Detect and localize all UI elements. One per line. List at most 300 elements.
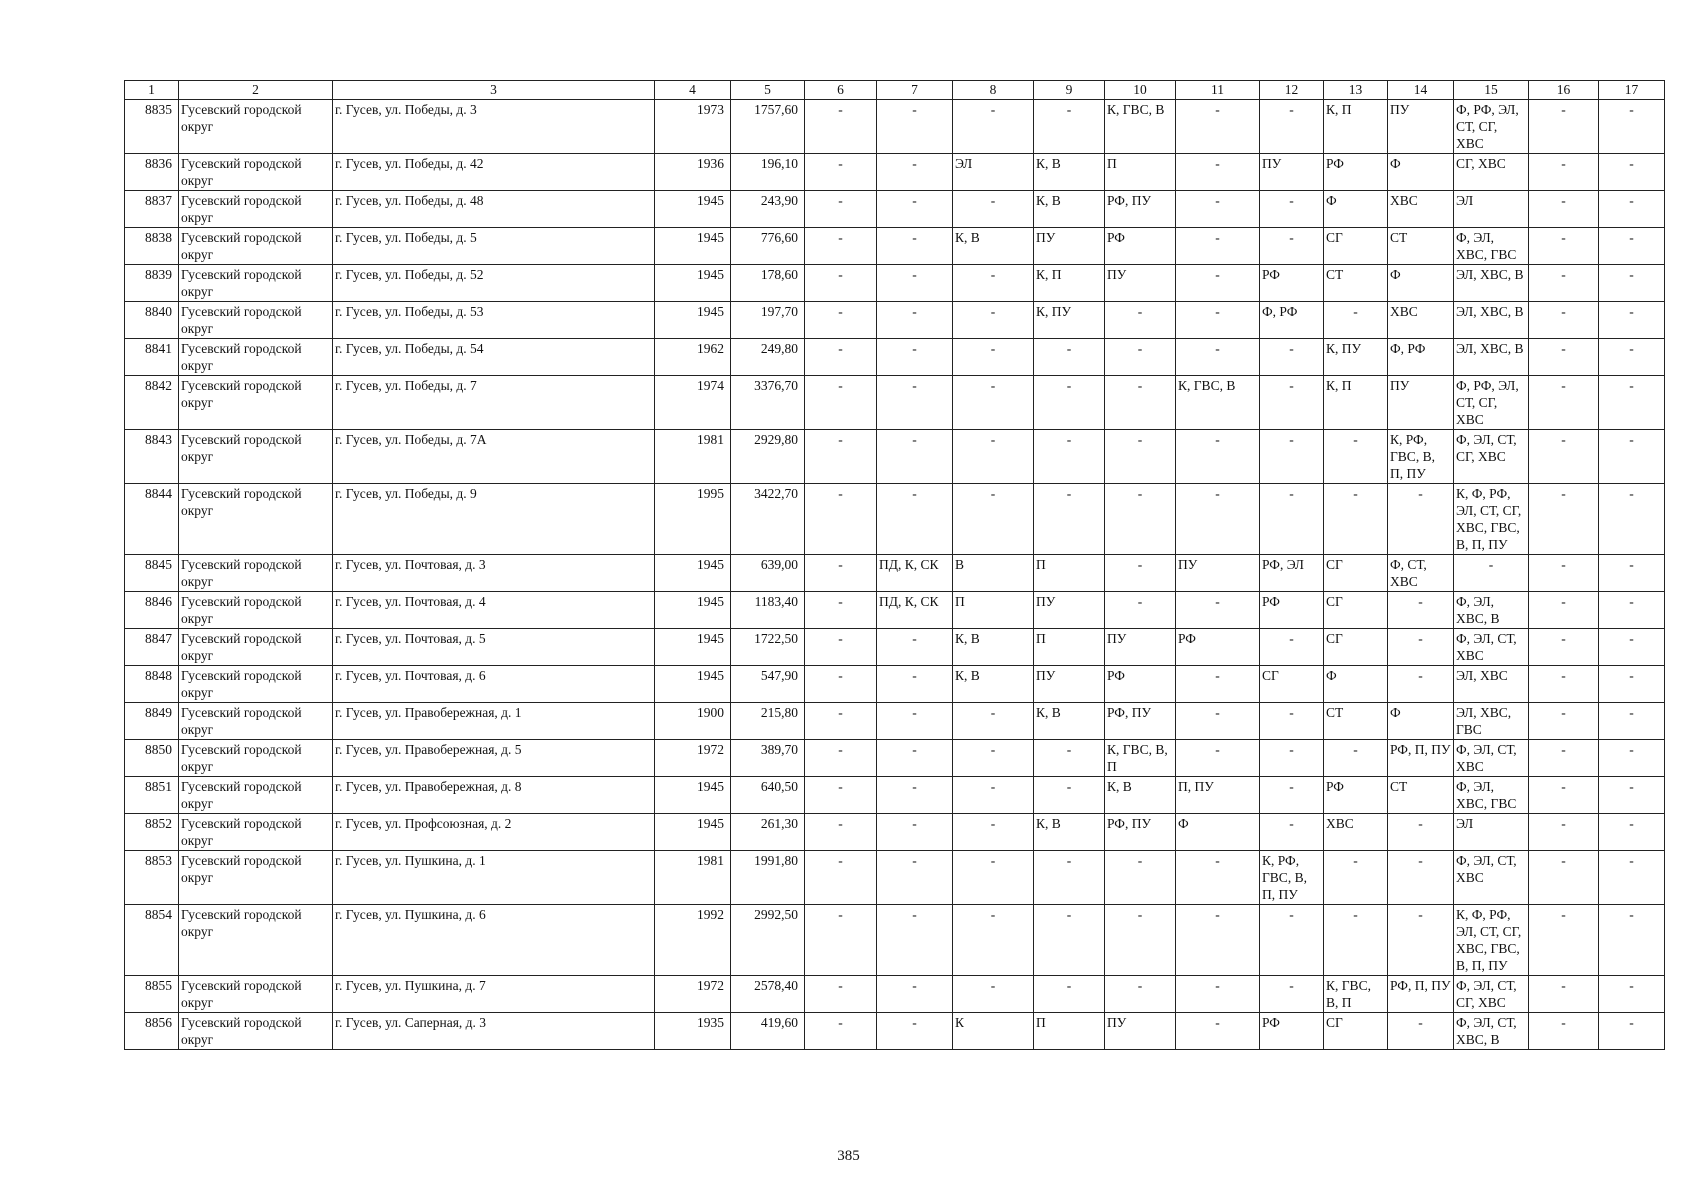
table-cell: К, В	[1034, 154, 1105, 191]
table-row	[125, 976, 1665, 1013]
table-cell: РФ	[1324, 777, 1388, 814]
table-cell: ПУ	[1105, 1013, 1176, 1050]
table-cell: -	[805, 302, 877, 339]
table-row	[125, 339, 1665, 376]
table-cell: 2929,80	[731, 430, 805, 484]
table-cell: -	[1599, 191, 1665, 228]
table-cell: -	[1388, 1013, 1454, 1050]
table-cell: К, В	[1034, 191, 1105, 228]
table-row	[125, 430, 1665, 484]
table-cell: П	[953, 592, 1034, 629]
table-cell: -	[1529, 1013, 1599, 1050]
table-cell: ЭЛ, ХВС, ГВС	[1454, 703, 1529, 740]
table-cell: -	[877, 265, 953, 302]
table-cell: -	[877, 228, 953, 265]
table-cell: -	[1529, 851, 1599, 905]
table-cell: Ф, РФ, ЭЛ, СТ, СГ, ХВС	[1454, 376, 1529, 430]
table-cell: 419,60	[731, 1013, 805, 1050]
table-cell: -	[1260, 905, 1324, 976]
table-cell: К, ПУ	[1324, 339, 1388, 376]
table-cell: г. Гусев, ул. Правобережная, д. 5	[333, 740, 655, 777]
table-cell: 178,60	[731, 265, 805, 302]
column-header: 15	[1454, 81, 1529, 100]
table-cell: РФ, П, ПУ	[1388, 976, 1454, 1013]
table-cell: К, П	[1034, 265, 1105, 302]
table-cell: ПД, К, СК	[877, 592, 953, 629]
table-cell: 8853	[125, 851, 179, 905]
table-cell: К, РФ, ГВС, В, П, ПУ	[1388, 430, 1454, 484]
table-cell: -	[1529, 376, 1599, 430]
table-cell: Ф, ЭЛ, СТ, ХВС, В	[1454, 1013, 1529, 1050]
table-cell: -	[1599, 976, 1665, 1013]
table-cell: -	[1388, 629, 1454, 666]
table-cell: К, В	[1034, 703, 1105, 740]
table-row	[125, 154, 1665, 191]
table-cell: Гусевский городской округ	[179, 484, 333, 555]
table-cell: 8836	[125, 154, 179, 191]
table-cell: -	[805, 703, 877, 740]
table-cell: 1722,50	[731, 629, 805, 666]
table-cell: -	[1176, 740, 1260, 777]
table-cell: -	[1388, 814, 1454, 851]
table-cell: ПУ	[1105, 629, 1176, 666]
table-cell: -	[1388, 484, 1454, 555]
table-cell: ПУ	[1034, 666, 1105, 703]
table-cell: К, В	[953, 629, 1034, 666]
table-cell: -	[1176, 430, 1260, 484]
table-cell: -	[1260, 777, 1324, 814]
table-cell: ЭЛ, ХВС, В	[1454, 302, 1529, 339]
table-cell: СГ	[1324, 555, 1388, 592]
table-cell: -	[1599, 629, 1665, 666]
table-cell: К, В	[953, 666, 1034, 703]
table-cell: 1183,40	[731, 592, 805, 629]
table-cell: -	[877, 339, 953, 376]
column-header: 12	[1260, 81, 1324, 100]
column-header: 3	[333, 81, 655, 100]
table-cell: -	[805, 976, 877, 1013]
table-cell: -	[805, 851, 877, 905]
table-cell: г. Гусев, ул. Победы, д. 7	[333, 376, 655, 430]
table-cell: 1981	[655, 430, 731, 484]
table-cell: Ф	[1388, 703, 1454, 740]
table-cell: -	[1105, 555, 1176, 592]
table-cell: 8840	[125, 302, 179, 339]
table-cell: г. Гусев, ул. Победы, д. 3	[333, 100, 655, 154]
table-cell: -	[1260, 228, 1324, 265]
table-cell: К, ГВС, В	[1105, 100, 1176, 154]
table-cell: 1981	[655, 851, 731, 905]
table-cell: Гусевский городской округ	[179, 592, 333, 629]
table-cell: К	[953, 1013, 1034, 1050]
table-cell: 243,90	[731, 191, 805, 228]
table-cell: Ф, РФ, ЭЛ, СТ, СГ, ХВС	[1454, 100, 1529, 154]
table-cell: -	[1599, 376, 1665, 430]
table-cell: П	[1034, 555, 1105, 592]
table-cell: -	[1105, 592, 1176, 629]
table-cell: РФ	[1260, 265, 1324, 302]
table-cell: -	[953, 851, 1034, 905]
table-cell: -	[1599, 666, 1665, 703]
table-cell: К, ГВС, В, П	[1105, 740, 1176, 777]
table-cell: -	[953, 484, 1034, 555]
table-cell: -	[1176, 302, 1260, 339]
table-cell: -	[1599, 339, 1665, 376]
table-cell: -	[805, 592, 877, 629]
table-cell: РФ, П, ПУ	[1388, 740, 1454, 777]
table-cell: -	[805, 740, 877, 777]
table-cell: -	[1176, 228, 1260, 265]
table-cell: -	[1176, 703, 1260, 740]
table-row	[125, 191, 1665, 228]
table-cell: Ф, ЭЛ, СТ, СГ, ХВС	[1454, 976, 1529, 1013]
table-cell: г. Гусев, ул. Профсоюзная, д. 2	[333, 814, 655, 851]
table-cell: 8845	[125, 555, 179, 592]
table-cell: 8844	[125, 484, 179, 555]
table-cell: Гусевский городской округ	[179, 1013, 333, 1050]
table-cell: ПУ	[1176, 555, 1260, 592]
table-cell: -	[1034, 339, 1105, 376]
table-cell: ПУ	[1034, 228, 1105, 265]
table-cell: Гусевский городской округ	[179, 976, 333, 1013]
table-cell: Ф, РФ	[1260, 302, 1324, 339]
table-row	[125, 777, 1665, 814]
page-number: 385	[837, 1148, 860, 1164]
table-cell: СГ	[1260, 666, 1324, 703]
column-header: 6	[805, 81, 877, 100]
table-cell: г. Гусев, ул. Пушкина, д. 6	[333, 905, 655, 976]
table-cell: -	[1529, 666, 1599, 703]
table-cell: К, В	[1105, 777, 1176, 814]
table-cell: -	[1388, 666, 1454, 703]
table-cell: -	[1034, 777, 1105, 814]
table-cell: -	[953, 814, 1034, 851]
table-cell: -	[1034, 976, 1105, 1013]
table-cell: -	[805, 484, 877, 555]
table-cell: Гусевский городской округ	[179, 339, 333, 376]
table-cell: -	[1529, 555, 1599, 592]
table-cell: -	[877, 1013, 953, 1050]
table-cell: 3376,70	[731, 376, 805, 430]
table-cell: -	[953, 302, 1034, 339]
table-cell: -	[877, 154, 953, 191]
table-cell: -	[805, 265, 877, 302]
table-cell: 639,00	[731, 555, 805, 592]
table-cell: П	[1034, 1013, 1105, 1050]
table-cell: -	[1034, 484, 1105, 555]
table-cell: -	[805, 814, 877, 851]
table-cell: г. Гусев, ул. Победы, д. 52	[333, 265, 655, 302]
table-cell: Ф	[1324, 666, 1388, 703]
table-cell: ПУ	[1105, 265, 1176, 302]
table-cell: К, П	[1324, 376, 1388, 430]
table-cell: П, ПУ	[1176, 777, 1260, 814]
column-header: 5	[731, 81, 805, 100]
table-row	[125, 265, 1665, 302]
table-cell: -	[805, 100, 877, 154]
table-cell: ХВС	[1388, 302, 1454, 339]
table-cell: Гусевский городской округ	[179, 100, 333, 154]
table-cell: -	[953, 265, 1034, 302]
table-cell: -	[1529, 430, 1599, 484]
table-row	[125, 592, 1665, 629]
table-cell: 1936	[655, 154, 731, 191]
table-row	[125, 228, 1665, 265]
table-cell: 249,80	[731, 339, 805, 376]
table-cell: -	[1105, 302, 1176, 339]
column-header: 11	[1176, 81, 1260, 100]
table-cell: СТ	[1388, 777, 1454, 814]
table-cell: -	[805, 905, 877, 976]
column-header: 8	[953, 81, 1034, 100]
table-cell: -	[805, 666, 877, 703]
table-cell: -	[1034, 740, 1105, 777]
table-cell: г. Гусев, ул. Победы, д. 7А	[333, 430, 655, 484]
table-cell: СГ	[1324, 592, 1388, 629]
table-cell: ПД, К, СК	[877, 555, 953, 592]
table-cell: 1972	[655, 740, 731, 777]
table-cell: -	[953, 703, 1034, 740]
table-cell: 640,50	[731, 777, 805, 814]
table-cell: -	[1105, 484, 1176, 555]
table-cell: Гусевский городской округ	[179, 905, 333, 976]
table-cell: -	[1529, 740, 1599, 777]
table-cell: -	[1260, 339, 1324, 376]
table-cell: -	[1529, 191, 1599, 228]
table-row	[125, 484, 1665, 555]
table-cell: -	[1105, 976, 1176, 1013]
table-cell: -	[805, 154, 877, 191]
table-cell: -	[953, 339, 1034, 376]
table-cell: -	[1260, 484, 1324, 555]
table-cell: -	[805, 629, 877, 666]
table-cell: 1945	[655, 302, 731, 339]
table-cell: г. Гусев, ул. Почтовая, д. 4	[333, 592, 655, 629]
table-cell: -	[1324, 302, 1388, 339]
table-cell: -	[953, 100, 1034, 154]
table-cell: СТ	[1324, 265, 1388, 302]
table-cell: -	[1105, 430, 1176, 484]
table-cell: г. Гусев, ул. Правобережная, д. 8	[333, 777, 655, 814]
table-cell: -	[1599, 430, 1665, 484]
table-cell: -	[1105, 851, 1176, 905]
table-cell: Гусевский городской округ	[179, 228, 333, 265]
table-cell: г. Гусев, ул. Саперная, д. 3	[333, 1013, 655, 1050]
table-cell: г. Гусев, ул. Правобережная, д. 1	[333, 703, 655, 740]
table-cell: -	[1260, 740, 1324, 777]
table-cell: 2992,50	[731, 905, 805, 976]
table-cell: -	[877, 905, 953, 976]
table-cell: К, Ф, РФ, ЭЛ, СТ, СГ, ХВС, ГВС, В, П, ПУ	[1454, 905, 1529, 976]
table-cell: 1757,60	[731, 100, 805, 154]
table-cell: -	[1176, 100, 1260, 154]
table-cell: К, ПУ	[1034, 302, 1105, 339]
table-cell: -	[877, 666, 953, 703]
table-cell: г. Гусев, ул. Победы, д. 48	[333, 191, 655, 228]
table-cell: СГ	[1324, 228, 1388, 265]
table-cell: -	[1105, 905, 1176, 976]
table-cell: -	[953, 976, 1034, 1013]
table-cell: -	[1388, 592, 1454, 629]
table-cell: 3422,70	[731, 484, 805, 555]
table-cell: К, П	[1324, 100, 1388, 154]
register-table	[124, 80, 1665, 1050]
table-cell: РФ	[1176, 629, 1260, 666]
table-cell: 8848	[125, 666, 179, 703]
table-cell: РФ	[1324, 154, 1388, 191]
table-cell: г. Гусев, ул. Победы, д. 54	[333, 339, 655, 376]
table-cell: СГ, ХВС	[1454, 154, 1529, 191]
table-cell: -	[1176, 976, 1260, 1013]
column-header: 16	[1529, 81, 1599, 100]
table-cell: -	[1388, 905, 1454, 976]
table-cell: -	[1034, 851, 1105, 905]
table-cell: -	[1260, 703, 1324, 740]
table-cell: -	[953, 777, 1034, 814]
table-cell: -	[1034, 376, 1105, 430]
table-cell: -	[877, 376, 953, 430]
table-cell: ЭЛ, ХВС	[1454, 666, 1529, 703]
table-cell: РФ, ПУ	[1105, 703, 1176, 740]
table-cell: -	[1176, 339, 1260, 376]
column-header: 4	[655, 81, 731, 100]
table-row	[125, 814, 1665, 851]
table-cell: Ф, СТ, ХВС	[1388, 555, 1454, 592]
table-cell: -	[1260, 629, 1324, 666]
table-cell: -	[1599, 740, 1665, 777]
table-cell: -	[1176, 592, 1260, 629]
table-cell: РФ	[1105, 228, 1176, 265]
table-cell: 8851	[125, 777, 179, 814]
table-cell: -	[1599, 777, 1665, 814]
table-cell: -	[953, 740, 1034, 777]
table-row	[125, 100, 1665, 154]
table-cell: 8837	[125, 191, 179, 228]
table-cell: Гусевский городской округ	[179, 154, 333, 191]
table-cell: 8839	[125, 265, 179, 302]
column-header: 7	[877, 81, 953, 100]
table-cell: Гусевский городской округ	[179, 376, 333, 430]
table-cell: Гусевский городской округ	[179, 629, 333, 666]
table-cell: ПУ	[1388, 376, 1454, 430]
table-row	[125, 555, 1665, 592]
table-cell: Ф, ЭЛ, СТ, ХВС	[1454, 740, 1529, 777]
table-cell: Гусевский городской округ	[179, 814, 333, 851]
table-row	[125, 302, 1665, 339]
table-cell: -	[1599, 905, 1665, 976]
table-cell: -	[1260, 376, 1324, 430]
column-header: 9	[1034, 81, 1105, 100]
table-cell: -	[1324, 905, 1388, 976]
column-header: 17	[1599, 81, 1665, 100]
table-cell: -	[953, 376, 1034, 430]
table-cell: г. Гусев, ул. Пушкина, д. 7	[333, 976, 655, 1013]
table-cell: 1935	[655, 1013, 731, 1050]
table-cell: 215,80	[731, 703, 805, 740]
table-cell: -	[877, 484, 953, 555]
table-cell: г. Гусев, ул. Почтовая, д. 3	[333, 555, 655, 592]
table-cell: 1992	[655, 905, 731, 976]
table-cell: К, В	[953, 228, 1034, 265]
table-cell: 1945	[655, 777, 731, 814]
table-cell: -	[1599, 154, 1665, 191]
table-cell: -	[1529, 905, 1599, 976]
table-cell: 1900	[655, 703, 731, 740]
table-cell: П	[1034, 629, 1105, 666]
table-cell: -	[805, 339, 877, 376]
table-cell: ЭЛ	[1454, 191, 1529, 228]
table-cell: -	[1529, 814, 1599, 851]
table-cell: -	[1454, 555, 1529, 592]
table-cell: -	[1034, 905, 1105, 976]
table-cell: ЭЛ, ХВС, В	[1454, 339, 1529, 376]
table-cell: -	[1324, 851, 1388, 905]
table-cell: 2578,40	[731, 976, 805, 1013]
table-cell: СГ	[1324, 629, 1388, 666]
table-cell: 261,30	[731, 814, 805, 851]
table-cell: -	[877, 629, 953, 666]
table-cell: -	[1176, 265, 1260, 302]
table-cell: -	[805, 1013, 877, 1050]
table-cell: 8855	[125, 976, 179, 1013]
table-cell: 1974	[655, 376, 731, 430]
table-cell: г. Гусев, ул. Победы, д. 9	[333, 484, 655, 555]
table-cell: К, ГВС, В, П	[1324, 976, 1388, 1013]
table-cell: -	[1529, 302, 1599, 339]
table-cell: Гусевский городской округ	[179, 777, 333, 814]
table-cell: Гусевский городской округ	[179, 703, 333, 740]
table-cell: -	[1388, 851, 1454, 905]
table-cell: Ф	[1176, 814, 1260, 851]
table-cell: -	[1176, 905, 1260, 976]
table-cell: -	[1529, 339, 1599, 376]
table-cell: -	[1529, 976, 1599, 1013]
table-cell: К, В	[1034, 814, 1105, 851]
table-cell: 8852	[125, 814, 179, 851]
table-cell: -	[953, 191, 1034, 228]
table-cell: 1945	[655, 555, 731, 592]
table-cell: Гусевский городской округ	[179, 666, 333, 703]
table-cell: Гусевский городской округ	[179, 191, 333, 228]
table-cell: 1995	[655, 484, 731, 555]
table-cell: 1991,80	[731, 851, 805, 905]
table-cell: -	[805, 191, 877, 228]
table-cell: -	[1529, 265, 1599, 302]
table-cell: 776,60	[731, 228, 805, 265]
table-cell: Гусевский городской округ	[179, 740, 333, 777]
table-row	[125, 740, 1665, 777]
table-cell: -	[1176, 666, 1260, 703]
table-cell: 8849	[125, 703, 179, 740]
table-cell: -	[1324, 430, 1388, 484]
table-cell: 1973	[655, 100, 731, 154]
table-cell: ЭЛ	[953, 154, 1034, 191]
table-row	[125, 905, 1665, 976]
table-cell: -	[1260, 814, 1324, 851]
table-cell: -	[1034, 430, 1105, 484]
table-cell: -	[805, 777, 877, 814]
table-cell: -	[877, 191, 953, 228]
table-cell: -	[1529, 703, 1599, 740]
table-cell: -	[953, 430, 1034, 484]
table-row	[125, 851, 1665, 905]
table-cell: -	[805, 376, 877, 430]
table-cell: Ф, ЭЛ, ХВС, ГВС	[1454, 777, 1529, 814]
table-cell: РФ, ПУ	[1105, 191, 1176, 228]
table-cell: -	[1599, 484, 1665, 555]
table-cell: -	[1176, 1013, 1260, 1050]
table-cell: 547,90	[731, 666, 805, 703]
